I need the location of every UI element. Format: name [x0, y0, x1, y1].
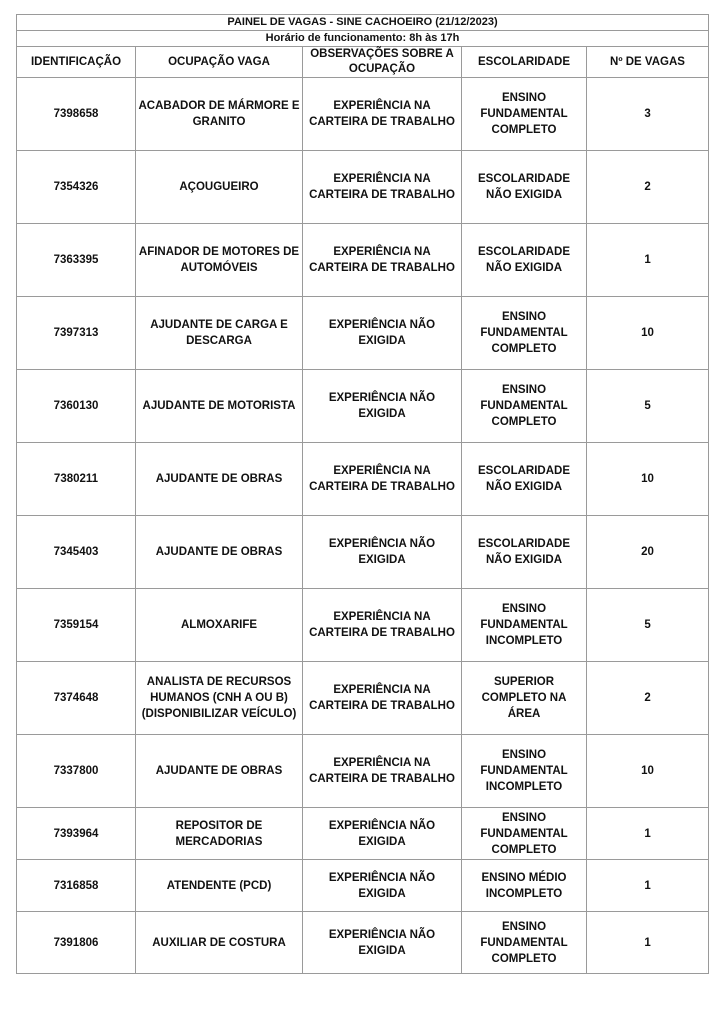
schooling-cell: ESCOLARIDADE NÃO EXIGIDA	[462, 151, 587, 224]
observation-cell: EXPERIÊNCIA NÃO EXIGIDA	[303, 860, 462, 912]
job-id-cell: 7397313	[17, 297, 136, 370]
table-row	[17, 912, 709, 974]
observation-cell: EXPERIÊNCIA NÃO EXIGIDA	[303, 370, 462, 443]
job-id-cell: 7337800	[17, 735, 136, 808]
table-row	[17, 370, 709, 443]
vacancies-cell: 10	[587, 297, 709, 370]
vacancies-cell: 20	[587, 516, 709, 589]
job-id-cell: 7374648	[17, 662, 136, 735]
job-id-cell: 7359154	[17, 589, 136, 662]
schooling-cell: ENSINO FUNDAMENTAL COMPLETO	[462, 78, 587, 151]
job-id-cell: 7398658	[17, 78, 136, 151]
schooling-cell: ENSINO FUNDAMENTAL INCOMPLETO	[462, 735, 587, 808]
job-id-cell: 7316858	[17, 860, 136, 912]
table-row	[17, 78, 709, 151]
occupation-cell: AUXILIAR DE COSTURA	[136, 912, 303, 974]
table-row	[17, 589, 709, 662]
opening-hours: Horário de funcionamento: 8h às 17h	[17, 31, 709, 47]
column-header-schooling: ESCOLARIDADE	[462, 47, 587, 78]
vacancies-cell: 10	[587, 735, 709, 808]
table-row	[17, 735, 709, 808]
schooling-cell: ESCOLARIDADE NÃO EXIGIDA	[462, 443, 587, 516]
job-vacancy-panel	[16, 14, 708, 974]
observation-cell: EXPERIÊNCIA NA CARTEIRA DE TRABALHO	[303, 735, 462, 808]
job-id-cell: 7391806	[17, 912, 136, 974]
schooling-cell: ENSINO FUNDAMENTAL COMPLETO	[462, 297, 587, 370]
column-header-vacancies: Nº DE VAGAS	[587, 47, 709, 78]
observation-cell: EXPERIÊNCIA NÃO EXIGIDA	[303, 808, 462, 860]
job-id-cell: 7360130	[17, 370, 136, 443]
schooling-cell: ENSINO FUNDAMENTAL INCOMPLETO	[462, 589, 587, 662]
table-row	[17, 443, 709, 516]
observation-cell: EXPERIÊNCIA NA CARTEIRA DE TRABALHO	[303, 78, 462, 151]
schooling-cell: ESCOLARIDADE NÃO EXIGIDA	[462, 516, 587, 589]
job-id-cell: 7345403	[17, 516, 136, 589]
observation-cell: EXPERIÊNCIA NÃO EXIGIDA	[303, 912, 462, 974]
schooling-cell: ENSINO FUNDAMENTAL COMPLETO	[462, 808, 587, 860]
occupation-cell: AJUDANTE DE OBRAS	[136, 735, 303, 808]
observation-cell: EXPERIÊNCIA NA CARTEIRA DE TRABALHO	[303, 662, 462, 735]
vacancies-cell: 1	[587, 860, 709, 912]
table-row	[17, 151, 709, 224]
vacancy-table	[16, 14, 709, 974]
column-header-id: IDENTIFICAÇÃO	[17, 47, 136, 78]
occupation-cell: AÇOUGUEIRO	[136, 151, 303, 224]
vacancies-cell: 10	[587, 443, 709, 516]
occupation-cell: AJUDANTE DE MOTORISTA	[136, 370, 303, 443]
occupation-cell: ANALISTA DE RECURSOS HUMANOS (CNH A OU B) (DISPONIBILIZAR VEÍCULO)	[136, 662, 303, 735]
occupation-cell: ACABADOR DE MÁRMORE E GRANITO	[136, 78, 303, 151]
table-row	[17, 516, 709, 589]
schooling-cell: ENSINO FUNDAMENTAL COMPLETO	[462, 912, 587, 974]
schooling-cell: ENSINO MÉDIO INCOMPLETO	[462, 860, 587, 912]
schooling-cell: ESCOLARIDADE NÃO EXIGIDA	[462, 224, 587, 297]
table-row	[17, 224, 709, 297]
observation-cell: EXPERIÊNCIA NA CARTEIRA DE TRABALHO	[303, 589, 462, 662]
job-id-cell: 7393964	[17, 808, 136, 860]
occupation-cell: ATENDENTE (PCD)	[136, 860, 303, 912]
occupation-cell: AJUDANTE DE OBRAS	[136, 516, 303, 589]
vacancies-cell: 2	[587, 662, 709, 735]
table-row	[17, 808, 709, 860]
panel-title: PAINEL DE VAGAS - SINE CACHOEIRO (21/12/2023)	[17, 15, 709, 31]
table-row	[17, 297, 709, 370]
vacancies-cell: 2	[587, 151, 709, 224]
job-id-cell: 7354326	[17, 151, 136, 224]
schooling-cell: ENSINO FUNDAMENTAL COMPLETO	[462, 370, 587, 443]
occupation-cell: REPOSITOR DE MERCADORIAS	[136, 808, 303, 860]
observation-cell: EXPERIÊNCIA NA CARTEIRA DE TRABALHO	[303, 443, 462, 516]
observation-cell: EXPERIÊNCIA NÃO EXIGIDA	[303, 297, 462, 370]
vacancies-cell: 5	[587, 370, 709, 443]
occupation-cell: AFINADOR DE MOTORES DE AUTOMÓVEIS	[136, 224, 303, 297]
occupation-cell: AJUDANTE DE CARGA E DESCARGA	[136, 297, 303, 370]
observation-cell: EXPERIÊNCIA NÃO EXIGIDA	[303, 516, 462, 589]
occupation-cell: AJUDANTE DE OBRAS	[136, 443, 303, 516]
observation-cell: EXPERIÊNCIA NA CARTEIRA DE TRABALHO	[303, 224, 462, 297]
job-id-cell: 7380211	[17, 443, 136, 516]
column-header-row	[17, 47, 709, 78]
column-header-observation: OBSERVAÇÕES SOBRE A OCUPAÇÃO	[303, 47, 462, 78]
table-row	[17, 662, 709, 735]
job-id-cell: 7363395	[17, 224, 136, 297]
table-row	[17, 860, 709, 912]
vacancies-cell: 1	[587, 224, 709, 297]
occupation-cell: ALMOXARIFE	[136, 589, 303, 662]
vacancies-cell: 5	[587, 589, 709, 662]
vacancies-cell: 1	[587, 808, 709, 860]
column-header-occupation: OCUPAÇÃO VAGA	[136, 47, 303, 78]
observation-cell: EXPERIÊNCIA NA CARTEIRA DE TRABALHO	[303, 151, 462, 224]
schooling-cell: SUPERIOR COMPLETO NA ÁREA	[462, 662, 587, 735]
vacancies-cell: 3	[587, 78, 709, 151]
vacancies-cell: 1	[587, 912, 709, 974]
